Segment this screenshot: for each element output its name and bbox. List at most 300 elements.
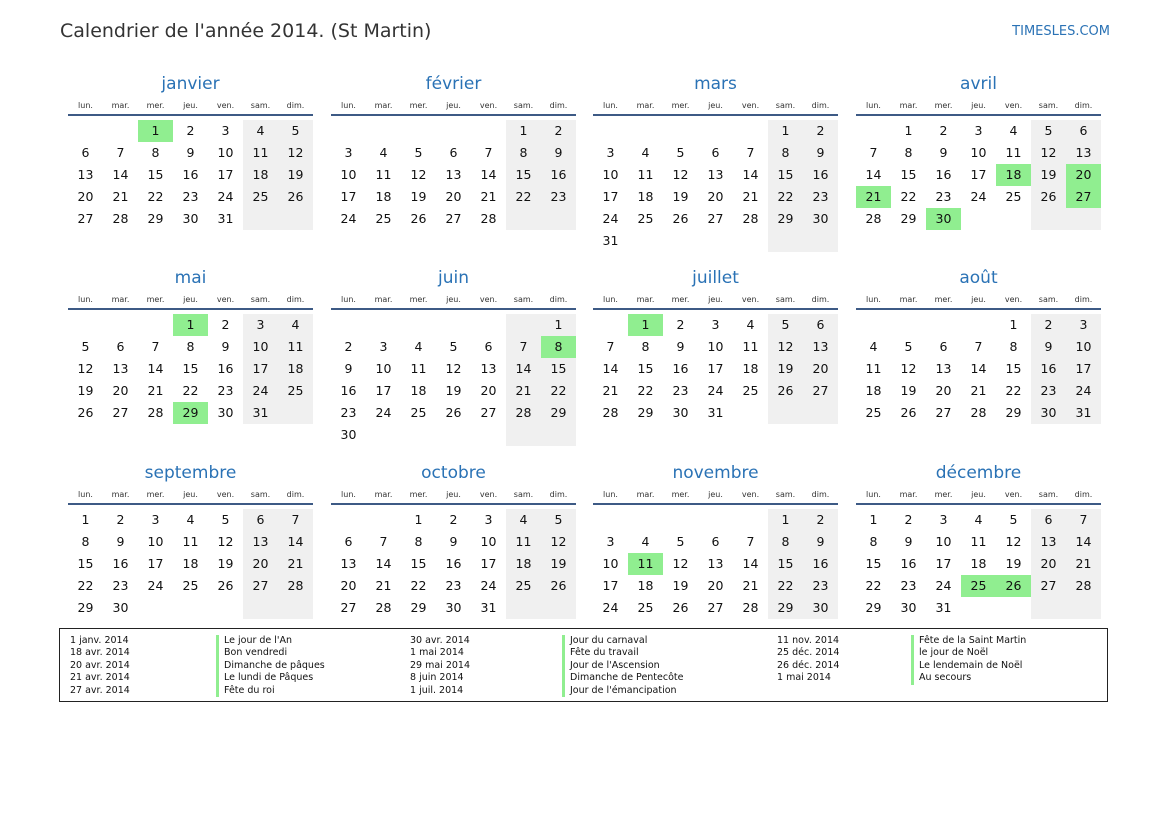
day-cell[interactable]: 8 [81, 534, 90, 549]
day-cell[interactable]: 22 [182, 383, 199, 398]
day-cell[interactable]: 6 [711, 145, 720, 160]
day-cell[interactable]: 1 [173, 314, 208, 336]
day-cell[interactable]: 30 [340, 427, 357, 442]
day-cell[interactable]: 1 [768, 509, 803, 531]
day-cell[interactable]: 28 [970, 405, 987, 420]
day-cell[interactable]: 9 [676, 339, 685, 354]
day-cell[interactable]: 31 [217, 211, 234, 226]
day-cell[interactable]: 5 [278, 120, 313, 142]
day-cell[interactable]: 31 [707, 405, 724, 420]
day-cell[interactable]: 1 [1009, 317, 1018, 332]
day-cell[interactable]: 23 [672, 383, 689, 398]
day-cell[interactable]: 28 [506, 402, 541, 424]
day-cell[interactable]: 6 [711, 534, 720, 549]
day-cell[interactable]: 30 [182, 211, 199, 226]
day-cell[interactable]: 27 [707, 600, 724, 615]
day-cell[interactable]: 2 [186, 123, 195, 138]
day-cell[interactable]: 2 [803, 509, 838, 531]
day-cell[interactable]: 17 [935, 556, 952, 571]
day-cell[interactable]: 28 [375, 600, 392, 615]
day-cell[interactable]: 21 [147, 383, 164, 398]
day-cell[interactable]: 16 [217, 361, 234, 376]
day-cell[interactable]: 14 [602, 361, 619, 376]
day-cell[interactable]: 20 [1066, 164, 1101, 186]
day-cell[interactable]: 20 [935, 383, 952, 398]
day-cell[interactable]: 17 [147, 556, 164, 571]
day-cell[interactable]: 28 [1066, 575, 1101, 597]
day-cell[interactable]: 31 [480, 600, 497, 615]
day-cell[interactable]: 14 [147, 361, 164, 376]
day-cell[interactable]: 7 [606, 339, 615, 354]
day-cell[interactable]: 5 [768, 314, 803, 336]
day-cell[interactable]: 8 [1009, 339, 1018, 354]
day-cell[interactable]: 26 [996, 575, 1031, 597]
day-cell[interactable]: 8 [869, 534, 878, 549]
day-cell[interactable]: 31 [243, 402, 278, 424]
day-cell[interactable]: 26 [900, 405, 917, 420]
day-cell[interactable]: 15 [768, 164, 803, 186]
day-cell[interactable]: 1 [138, 120, 173, 142]
day-cell[interactable]: 22 [506, 186, 541, 208]
day-cell[interactable]: 15 [768, 553, 803, 575]
day-cell[interactable]: 9 [221, 339, 230, 354]
day-cell[interactable]: 2 [344, 339, 353, 354]
day-cell[interactable]: 16 [803, 164, 838, 186]
day-cell[interactable]: 27 [1066, 186, 1101, 208]
day-cell[interactable]: 25 [742, 383, 759, 398]
day-cell[interactable]: 27 [803, 380, 838, 402]
day-cell[interactable]: 26 [1031, 186, 1066, 208]
day-cell[interactable]: 3 [606, 145, 615, 160]
day-cell[interactable]: 18 [970, 556, 987, 571]
day-cell[interactable]: 19 [77, 383, 94, 398]
day-cell[interactable]: 15 [182, 361, 199, 376]
day-cell[interactable]: 7 [379, 534, 388, 549]
day-cell[interactable]: 29 [865, 600, 882, 615]
day-cell[interactable]: 13 [803, 336, 838, 358]
day-cell[interactable]: 27 [480, 405, 497, 420]
day-cell[interactable]: 10 [602, 556, 619, 571]
day-cell[interactable]: 18 [243, 164, 278, 186]
day-cell[interactable]: 29 [173, 402, 208, 424]
day-cell[interactable]: 6 [939, 339, 948, 354]
day-cell[interactable]: 15 [900, 167, 917, 182]
day-cell[interactable]: 7 [746, 145, 755, 160]
day-cell[interactable]: 8 [151, 145, 160, 160]
day-cell[interactable]: 22 [147, 189, 164, 204]
day-cell[interactable]: 11 [970, 534, 987, 549]
day-cell[interactable]: 11 [865, 361, 882, 376]
day-cell[interactable]: 3 [1066, 314, 1101, 336]
day-cell[interactable]: 23 [935, 189, 952, 204]
day-cell[interactable]: 9 [904, 534, 913, 549]
day-cell[interactable]: 24 [243, 380, 278, 402]
day-cell[interactable]: 26 [410, 211, 427, 226]
day-cell[interactable]: 19 [217, 556, 234, 571]
day-cell[interactable]: 14 [1066, 531, 1101, 553]
day-cell[interactable]: 10 [243, 336, 278, 358]
day-cell[interactable]: 5 [904, 339, 913, 354]
day-cell[interactable]: 7 [506, 336, 541, 358]
day-cell[interactable]: 31 [935, 600, 952, 615]
day-cell[interactable]: 28 [278, 575, 313, 597]
day-cell[interactable]: 1 [628, 314, 663, 336]
day-cell[interactable]: 27 [77, 211, 94, 226]
day-cell[interactable]: 3 [344, 145, 353, 160]
day-cell[interactable]: 1 [541, 314, 576, 336]
day-cell[interactable]: 6 [803, 314, 838, 336]
day-cell[interactable]: 18 [182, 556, 199, 571]
day-cell[interactable]: 2 [541, 120, 576, 142]
day-cell[interactable]: 21 [480, 189, 497, 204]
day-cell[interactable]: 10 [970, 145, 987, 160]
day-cell[interactable]: 8 [414, 534, 423, 549]
day-cell[interactable]: 23 [182, 189, 199, 204]
day-cell[interactable]: 12 [1031, 142, 1066, 164]
day-cell[interactable]: 17 [707, 361, 724, 376]
day-cell[interactable]: 23 [445, 578, 462, 593]
day-cell[interactable]: 12 [77, 361, 94, 376]
day-cell[interactable]: 14 [375, 556, 392, 571]
day-cell[interactable]: 13 [1066, 142, 1101, 164]
day-cell[interactable]: 3 [221, 123, 230, 138]
day-cell[interactable]: 14 [506, 358, 541, 380]
day-cell[interactable]: 29 [768, 597, 803, 619]
day-cell[interactable]: 2 [116, 512, 125, 527]
day-cell[interactable]: 26 [217, 578, 234, 593]
day-cell[interactable]: 21 [602, 383, 619, 398]
day-cell[interactable]: 16 [182, 167, 199, 182]
day-cell[interactable]: 21 [506, 380, 541, 402]
day-cell[interactable]: 25 [506, 575, 541, 597]
day-cell[interactable]: 19 [541, 553, 576, 575]
day-cell[interactable]: 27 [340, 600, 357, 615]
day-cell[interactable]: 19 [768, 358, 803, 380]
day-cell[interactable]: 28 [480, 211, 497, 226]
day-cell[interactable]: 27 [1031, 575, 1066, 597]
day-cell[interactable]: 23 [803, 186, 838, 208]
day-cell[interactable]: 12 [768, 336, 803, 358]
day-cell[interactable]: 14 [865, 167, 882, 182]
day-cell[interactable]: 5 [1031, 120, 1066, 142]
day-cell[interactable]: 4 [1009, 123, 1018, 138]
day-cell[interactable]: 2 [803, 120, 838, 142]
day-cell[interactable]: 14 [480, 167, 497, 182]
day-cell[interactable]: 4 [414, 339, 423, 354]
day-cell[interactable]: 1 [506, 120, 541, 142]
day-cell[interactable]: 22 [541, 380, 576, 402]
day-cell[interactable]: 23 [217, 383, 234, 398]
day-cell[interactable]: 19 [1005, 556, 1022, 571]
day-cell[interactable]: 28 [112, 211, 129, 226]
day-cell[interactable]: 20 [243, 553, 278, 575]
day-cell[interactable]: 12 [672, 167, 689, 182]
day-cell[interactable]: 18 [410, 383, 427, 398]
day-cell[interactable]: 3 [243, 314, 278, 336]
day-cell[interactable]: 21 [742, 189, 759, 204]
day-cell[interactable]: 10 [340, 167, 357, 182]
day-cell[interactable]: 24 [935, 578, 952, 593]
day-cell[interactable]: 1 [414, 512, 423, 527]
day-cell[interactable]: 11 [637, 167, 654, 182]
day-cell[interactable]: 10 [147, 534, 164, 549]
day-cell[interactable]: 22 [865, 578, 882, 593]
day-cell[interactable]: 17 [375, 383, 392, 398]
day-cell[interactable]: 25 [865, 405, 882, 420]
day-cell[interactable]: 3 [484, 512, 493, 527]
day-cell[interactable]: 18 [637, 578, 654, 593]
day-cell[interactable]: 9 [449, 534, 458, 549]
day-cell[interactable]: 29 [637, 405, 654, 420]
day-cell[interactable]: 12 [1005, 534, 1022, 549]
day-cell[interactable]: 2 [904, 512, 913, 527]
day-cell[interactable]: 12 [541, 531, 576, 553]
day-cell[interactable]: 25 [278, 380, 313, 402]
day-cell[interactable]: 20 [707, 189, 724, 204]
day-cell[interactable]: 15 [410, 556, 427, 571]
day-cell[interactable]: 5 [1009, 512, 1018, 527]
day-cell[interactable]: 14 [278, 531, 313, 553]
day-cell[interactable]: 21 [112, 189, 129, 204]
day-cell[interactable]: 20 [340, 578, 357, 593]
day-cell[interactable]: 8 [641, 339, 650, 354]
day-cell[interactable]: 6 [243, 509, 278, 531]
day-cell[interactable]: 12 [672, 556, 689, 571]
day-cell[interactable]: 6 [1031, 509, 1066, 531]
day-cell[interactable]: 16 [1031, 358, 1066, 380]
day-cell[interactable]: 7 [484, 145, 493, 160]
day-cell[interactable]: 9 [803, 531, 838, 553]
day-cell[interactable]: 17 [1066, 358, 1101, 380]
day-cell[interactable]: 4 [186, 512, 195, 527]
day-cell[interactable]: 15 [506, 164, 541, 186]
day-cell[interactable]: 18 [637, 189, 654, 204]
day-cell[interactable]: 13 [935, 361, 952, 376]
day-cell[interactable]: 15 [147, 167, 164, 182]
day-cell[interactable]: 25 [243, 186, 278, 208]
day-cell[interactable]: 10 [1066, 336, 1101, 358]
day-cell[interactable]: 28 [865, 211, 882, 226]
day-cell[interactable]: 16 [340, 383, 357, 398]
day-cell[interactable]: 13 [707, 167, 724, 182]
day-cell[interactable]: 7 [746, 534, 755, 549]
day-cell[interactable]: 25 [410, 405, 427, 420]
day-cell[interactable]: 21 [375, 578, 392, 593]
day-cell[interactable]: 9 [344, 361, 353, 376]
day-cell[interactable]: 5 [81, 339, 90, 354]
day-cell[interactable]: 1 [81, 512, 90, 527]
day-cell[interactable]: 4 [641, 145, 650, 160]
day-cell[interactable]: 30 [217, 405, 234, 420]
day-cell[interactable]: 9 [939, 145, 948, 160]
day-cell[interactable]: 13 [112, 361, 129, 376]
day-cell[interactable]: 27 [112, 405, 129, 420]
day-cell[interactable]: 29 [147, 211, 164, 226]
day-cell[interactable]: 7 [278, 509, 313, 531]
day-cell[interactable]: 22 [77, 578, 94, 593]
day-cell[interactable]: 17 [602, 578, 619, 593]
day-cell[interactable]: 28 [602, 405, 619, 420]
day-cell[interactable]: 24 [340, 211, 357, 226]
day-cell[interactable]: 14 [970, 361, 987, 376]
day-cell[interactable]: 6 [484, 339, 493, 354]
day-cell[interactable]: 8 [768, 531, 803, 553]
day-cell[interactable]: 8 [186, 339, 195, 354]
day-cell[interactable]: 22 [637, 383, 654, 398]
day-cell[interactable]: 11 [410, 361, 427, 376]
day-cell[interactable]: 2 [449, 512, 458, 527]
day-cell[interactable]: 24 [217, 189, 234, 204]
day-cell[interactable]: 7 [116, 145, 125, 160]
day-cell[interactable]: 25 [637, 600, 654, 615]
day-cell[interactable]: 25 [375, 211, 392, 226]
day-cell[interactable]: 23 [340, 405, 357, 420]
day-cell[interactable]: 12 [217, 534, 234, 549]
day-cell[interactable]: 9 [116, 534, 125, 549]
day-cell[interactable]: 21 [856, 186, 891, 208]
day-cell[interactable]: 7 [1066, 509, 1101, 531]
day-cell[interactable]: 20 [445, 189, 462, 204]
day-cell[interactable]: 23 [900, 578, 917, 593]
day-cell[interactable]: 12 [410, 167, 427, 182]
day-cell[interactable]: 28 [742, 211, 759, 226]
day-cell[interactable]: 18 [996, 164, 1031, 186]
day-cell[interactable]: 9 [1031, 336, 1066, 358]
day-cell[interactable]: 29 [77, 600, 94, 615]
day-cell[interactable]: 3 [151, 512, 160, 527]
day-cell[interactable]: 18 [865, 383, 882, 398]
day-cell[interactable]: 11 [1005, 145, 1022, 160]
day-cell[interactable]: 27 [445, 211, 462, 226]
day-cell[interactable]: 16 [541, 164, 576, 186]
day-cell[interactable]: 5 [676, 534, 685, 549]
day-cell[interactable]: 18 [278, 358, 313, 380]
day-cell[interactable]: 23 [112, 578, 129, 593]
day-cell[interactable]: 2 [1031, 314, 1066, 336]
day-cell[interactable]: 21 [278, 553, 313, 575]
day-cell[interactable]: 8 [506, 142, 541, 164]
day-cell[interactable]: 6 [116, 339, 125, 354]
day-cell[interactable]: 11 [742, 339, 759, 354]
day-cell[interactable]: 14 [742, 556, 759, 571]
day-cell[interactable]: 23 [803, 575, 838, 597]
day-cell[interactable]: 30 [445, 600, 462, 615]
day-cell[interactable]: 2 [939, 123, 948, 138]
day-cell[interactable]: 3 [379, 339, 388, 354]
day-cell[interactable]: 25 [637, 211, 654, 226]
day-cell[interactable]: 8 [541, 336, 576, 358]
day-cell[interactable]: 9 [541, 142, 576, 164]
day-cell[interactable]: 10 [375, 361, 392, 376]
day-cell[interactable]: 12 [445, 361, 462, 376]
day-cell[interactable]: 27 [935, 405, 952, 420]
day-cell[interactable]: 14 [112, 167, 129, 182]
day-cell[interactable]: 21 [1066, 553, 1101, 575]
day-cell[interactable]: 30 [672, 405, 689, 420]
day-cell[interactable]: 30 [900, 600, 917, 615]
day-cell[interactable]: 30 [926, 208, 961, 230]
day-cell[interactable]: 24 [480, 578, 497, 593]
day-cell[interactable]: 26 [672, 600, 689, 615]
day-cell[interactable]: 13 [340, 556, 357, 571]
day-cell[interactable]: 5 [676, 145, 685, 160]
day-cell[interactable]: 11 [243, 142, 278, 164]
day-cell[interactable]: 14 [742, 167, 759, 182]
day-cell[interactable]: 10 [217, 145, 234, 160]
day-cell[interactable]: 7 [869, 145, 878, 160]
day-cell[interactable]: 2 [676, 317, 685, 332]
day-cell[interactable]: 18 [506, 553, 541, 575]
day-cell[interactable]: 23 [541, 186, 576, 208]
day-cell[interactable]: 16 [445, 556, 462, 571]
day-cell[interactable]: 29 [768, 208, 803, 230]
day-cell[interactable]: 9 [803, 142, 838, 164]
day-cell[interactable]: 1 [869, 512, 878, 527]
day-cell[interactable]: 24 [147, 578, 164, 593]
day-cell[interactable]: 26 [672, 211, 689, 226]
day-cell[interactable]: 19 [410, 189, 427, 204]
day-cell[interactable]: 10 [707, 339, 724, 354]
day-cell[interactable]: 22 [900, 189, 917, 204]
day-cell[interactable]: 4 [379, 145, 388, 160]
day-cell[interactable]: 6 [449, 145, 458, 160]
day-cell[interactable]: 22 [768, 575, 803, 597]
day-cell[interactable]: 19 [445, 383, 462, 398]
day-cell[interactable]: 4 [641, 534, 650, 549]
day-cell[interactable]: 15 [1005, 361, 1022, 376]
day-cell[interactable]: 30 [1031, 402, 1066, 424]
day-cell[interactable]: 12 [278, 142, 313, 164]
day-cell[interactable]: 24 [970, 189, 987, 204]
day-cell[interactable]: 24 [602, 211, 619, 226]
day-cell[interactable]: 20 [1031, 553, 1066, 575]
day-cell[interactable]: 16 [672, 361, 689, 376]
day-cell[interactable]: 15 [541, 358, 576, 380]
day-cell[interactable]: 24 [1066, 380, 1101, 402]
day-cell[interactable]: 22 [410, 578, 427, 593]
day-cell[interactable]: 10 [602, 167, 619, 182]
day-cell[interactable]: 13 [707, 556, 724, 571]
day-cell[interactable]: 15 [77, 556, 94, 571]
day-cell[interactable]: 4 [869, 339, 878, 354]
day-cell[interactable]: 6 [81, 145, 90, 160]
day-cell[interactable]: 5 [414, 145, 423, 160]
day-cell[interactable]: 18 [742, 361, 759, 376]
day-cell[interactable]: 19 [278, 164, 313, 186]
day-cell[interactable]: 30 [112, 600, 129, 615]
day-cell[interactable]: 24 [375, 405, 392, 420]
day-cell[interactable]: 23 [1031, 380, 1066, 402]
day-cell[interactable]: 4 [974, 512, 983, 527]
day-cell[interactable]: 26 [278, 186, 313, 208]
day-cell[interactable]: 29 [410, 600, 427, 615]
day-cell[interactable]: 18 [375, 189, 392, 204]
day-cell[interactable]: 3 [606, 534, 615, 549]
day-cell[interactable]: 17 [217, 167, 234, 182]
day-cell[interactable]: 26 [768, 380, 803, 402]
day-cell[interactable]: 29 [900, 211, 917, 226]
day-cell[interactable]: 4 [506, 509, 541, 531]
day-cell[interactable]: 11 [278, 336, 313, 358]
day-cell[interactable]: 13 [243, 531, 278, 553]
day-cell[interactable]: 27 [707, 211, 724, 226]
day-cell[interactable]: 17 [340, 189, 357, 204]
day-cell[interactable]: 19 [672, 189, 689, 204]
day-cell[interactable]: 22 [768, 186, 803, 208]
day-cell[interactable]: 2 [221, 317, 230, 332]
day-cell[interactable]: 27 [243, 575, 278, 597]
day-cell[interactable]: 30 [803, 597, 838, 619]
